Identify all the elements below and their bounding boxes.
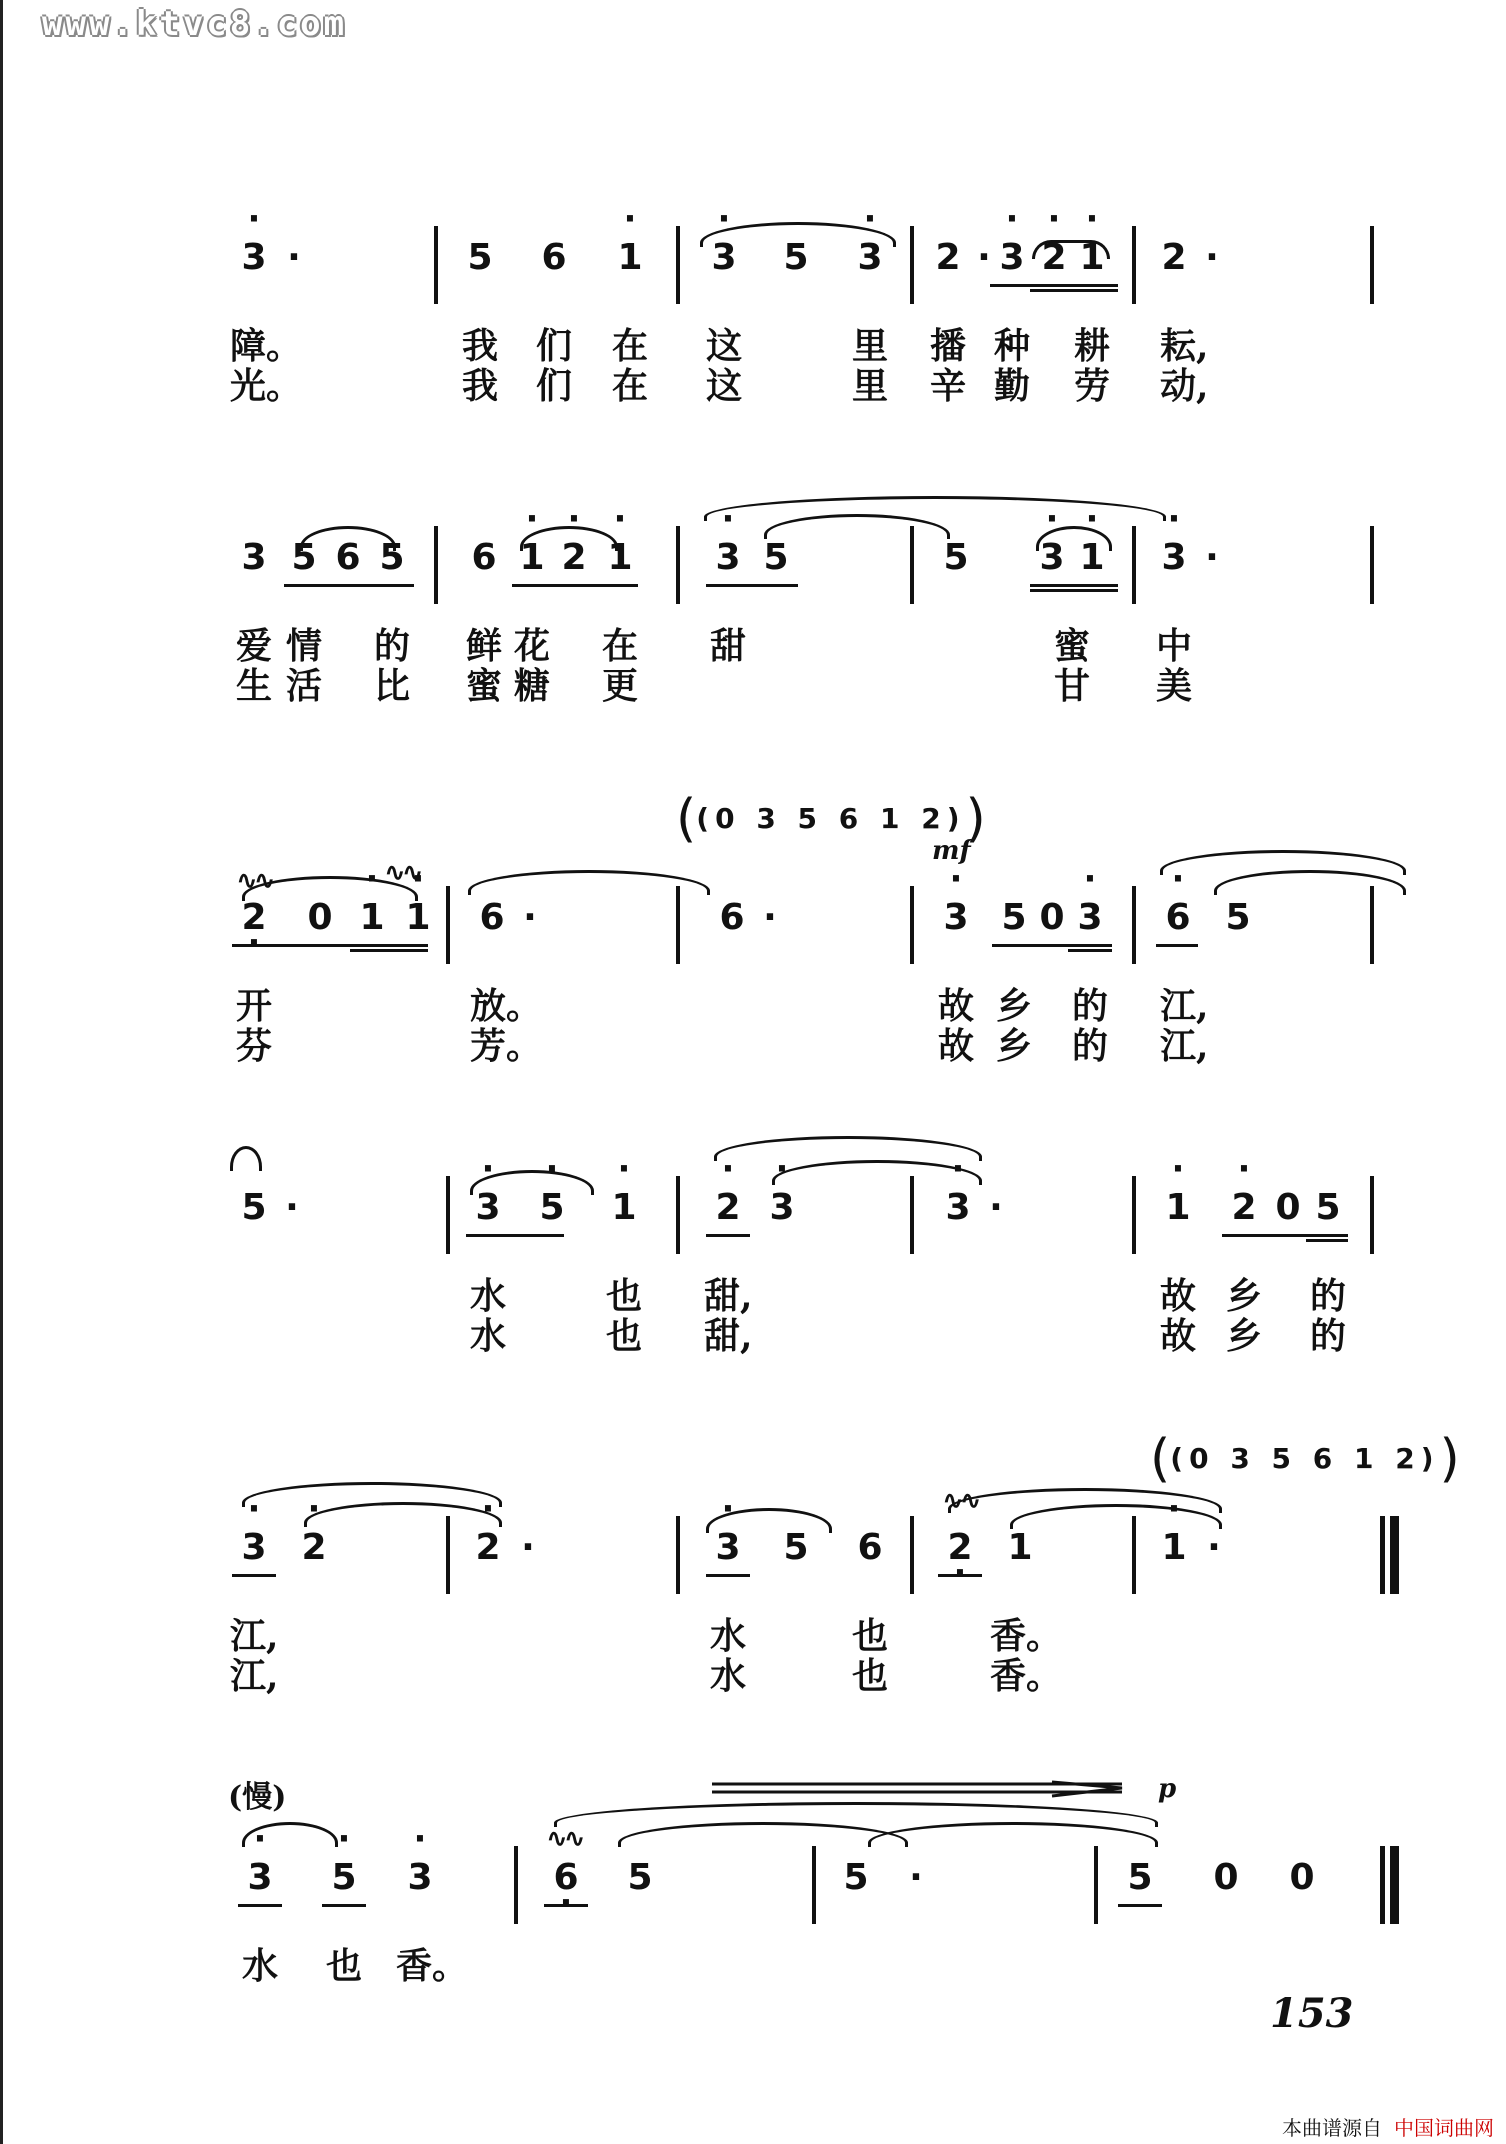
lyric: 水	[469, 1315, 506, 1357]
note: · 2	[464, 1528, 512, 1568]
barline	[1132, 886, 1136, 964]
lyric: 乡	[995, 1025, 1032, 1067]
lyric: 乡	[1225, 1315, 1262, 1357]
lyric: 的	[1071, 985, 1108, 1027]
note-dot: ·	[1207, 1527, 1221, 1568]
note-dot: ·	[523, 897, 537, 938]
lyric: 甜,	[704, 1315, 753, 1357]
dynamic-mf: mf	[932, 836, 971, 866]
lyric: 辛	[929, 365, 966, 407]
note: 0	[1275, 1187, 1301, 1228]
note: 5	[843, 1857, 869, 1898]
note-dot: ·	[521, 1527, 535, 1568]
page-edge	[0, 0, 3, 2144]
beam	[1068, 949, 1112, 952]
lyric: 的	[1309, 1315, 1346, 1357]
lyric: 香。	[990, 1655, 1063, 1697]
note: · 3	[704, 1528, 752, 1568]
barline	[1132, 526, 1136, 604]
barline	[446, 1516, 450, 1594]
note: · 3	[704, 538, 752, 578]
note: 5	[379, 537, 405, 578]
note: · 3	[230, 238, 278, 278]
barline	[434, 526, 438, 604]
note: 5	[763, 537, 789, 578]
beam	[706, 1234, 750, 1237]
note: 0	[1289, 1857, 1315, 1898]
lyric: 的	[373, 625, 410, 667]
note: 5	[627, 1857, 653, 1898]
note: · 3	[236, 1858, 284, 1898]
barline	[910, 526, 914, 604]
note: · 2	[290, 1528, 338, 1568]
lyric: 江,	[1160, 1025, 1209, 1067]
score-system-1	[220, 226, 1400, 466]
note: 5	[241, 1187, 267, 1228]
beam	[466, 1234, 564, 1237]
lyric: 放。	[470, 985, 543, 1027]
lyric: 的	[1071, 1025, 1108, 1067]
beam	[1030, 289, 1118, 292]
slur	[230, 1146, 262, 1171]
barline	[1370, 886, 1374, 964]
lyric: 江,	[230, 1655, 279, 1697]
note: · 1	[1068, 238, 1116, 278]
lyric: 障。	[230, 325, 303, 367]
barline	[676, 886, 680, 964]
note: 2 ·	[230, 898, 278, 938]
note: · 3	[846, 238, 894, 278]
source-label: 本曲谱源自	[1282, 2116, 1382, 2140]
lyric: 甘	[1053, 665, 1090, 707]
barline	[1094, 1846, 1098, 1924]
barline	[1132, 226, 1136, 304]
note-dot: ·	[763, 897, 777, 938]
note: 1	[1007, 1527, 1033, 1568]
beam	[322, 1904, 366, 1907]
lyric: 光。	[230, 365, 303, 407]
lyric: 这	[705, 325, 742, 367]
score-system-4	[220, 1176, 1400, 1416]
lyric: 播	[929, 325, 966, 367]
note: 0	[1039, 897, 1065, 938]
note: 2	[1161, 237, 1187, 278]
note: · 3	[464, 1188, 512, 1228]
note: 6	[541, 237, 567, 278]
beam	[706, 1574, 750, 1577]
lyric: 劳	[1073, 365, 1110, 407]
lyric: 鲜	[465, 625, 502, 667]
lyric: 这	[705, 365, 742, 407]
beam	[1030, 584, 1118, 587]
beam	[512, 584, 638, 587]
interlude-notes: (0 3 5 6 1 2)	[1170, 1442, 1440, 1475]
note: · 5	[528, 1188, 576, 1228]
lyric: 更	[601, 665, 638, 707]
note: 5	[291, 537, 317, 578]
barline	[676, 226, 680, 304]
barline	[1132, 1176, 1136, 1254]
barline	[1370, 1176, 1374, 1254]
lyric: 故	[937, 985, 974, 1027]
lyric: 芬	[235, 1025, 272, 1067]
beam	[544, 1904, 588, 1907]
note-dot: ·	[977, 237, 991, 278]
note: · 1	[348, 898, 396, 938]
note: 5	[1315, 1187, 1341, 1228]
note: · 3	[758, 1188, 806, 1228]
beam	[284, 584, 414, 587]
lyric: 香。	[990, 1615, 1063, 1657]
note: 5	[1225, 897, 1251, 938]
note: 5	[1001, 897, 1027, 938]
lyric: 种	[993, 325, 1030, 367]
note: · 3	[1066, 898, 1114, 938]
lyric: 故	[937, 1025, 974, 1067]
beam	[238, 1904, 282, 1907]
barline	[434, 226, 438, 304]
note: · 3	[230, 1528, 278, 1568]
note: 6	[857, 1527, 883, 1568]
note: 5	[943, 537, 969, 578]
lyric: 我	[461, 325, 498, 367]
lyric: 在	[611, 365, 648, 407]
crescendo-hairpin	[712, 1774, 1132, 1804]
note: 5	[783, 1527, 809, 1568]
lyric: 水	[241, 1945, 278, 1987]
barline	[910, 1176, 914, 1254]
note: · 6	[1154, 898, 1202, 938]
note: · 2	[1220, 1188, 1268, 1228]
repeat-barline	[1380, 1516, 1385, 1594]
lyric: 水	[709, 1615, 746, 1657]
barline	[812, 1846, 816, 1924]
lyric: 勤	[993, 365, 1030, 407]
barline	[676, 526, 680, 604]
lyric: 也	[851, 1615, 888, 1657]
lyric: 开	[235, 985, 272, 1027]
note: 0	[1213, 1857, 1239, 1898]
page-number: 153	[1270, 1990, 1354, 2037]
interlude-notes: (0 3 5 6 1 2)	[696, 802, 966, 835]
site-link[interactable]: 中国词曲网	[1394, 2116, 1494, 2140]
barline	[446, 886, 450, 964]
mordent-icon: ∿∿	[384, 858, 420, 888]
lyric: 蜜	[1053, 625, 1090, 667]
note-dot: ·	[989, 1187, 1003, 1228]
lyric: 江,	[230, 1615, 279, 1657]
barline	[446, 1176, 450, 1254]
barline	[514, 1846, 518, 1924]
beam	[990, 284, 1118, 287]
lyric: 里	[851, 365, 888, 407]
note: · 2	[704, 1188, 752, 1228]
mordent-icon: ∿∿	[236, 866, 272, 896]
note: · 1	[394, 898, 442, 938]
interlude-bracket: ((0 3 5 6 1 2))	[676, 789, 986, 849]
beam	[350, 949, 428, 952]
beam	[232, 1574, 276, 1577]
lyric: 的	[1309, 1275, 1346, 1317]
lyric: 甜,	[704, 1275, 753, 1317]
lyric: 爱	[235, 625, 272, 667]
lyric: 也	[851, 1655, 888, 1697]
lyric: 我	[461, 365, 498, 407]
lyric: 故	[1159, 1275, 1196, 1317]
beam	[1306, 1239, 1348, 1242]
beam	[1118, 1904, 1162, 1907]
lyric: 动,	[1160, 365, 1209, 407]
beam	[232, 944, 428, 947]
lyric: 糖	[513, 665, 550, 707]
lyric: 芳。	[470, 1025, 543, 1067]
lyric: 乡	[1225, 1275, 1262, 1317]
note: 5	[783, 237, 809, 278]
barline	[1370, 226, 1374, 304]
slur	[468, 870, 710, 895]
lyric: 乡	[995, 985, 1032, 1027]
note: 6	[479, 897, 505, 938]
lyric: 活	[285, 665, 322, 707]
note: · 1	[600, 1188, 648, 1228]
note: · 2	[550, 538, 598, 578]
note: 5	[1127, 1857, 1153, 1898]
note: · 3	[396, 1858, 444, 1898]
mordent-icon: ∿∿	[942, 1486, 978, 1516]
note: · 1	[606, 238, 654, 278]
lyric: 也	[605, 1315, 642, 1357]
note-dot: ·	[909, 1857, 923, 1898]
note: · 1	[508, 538, 556, 578]
beam	[992, 944, 1112, 947]
note: · 5	[320, 1858, 368, 1898]
lyric: 中	[1155, 625, 1192, 667]
note: · 3	[932, 898, 980, 938]
note: 3	[241, 537, 267, 578]
lyric: 也	[325, 1945, 362, 1987]
note: 5	[467, 237, 493, 278]
note-dot: ·	[1205, 237, 1219, 278]
score-system-6	[220, 1824, 1400, 2086]
lyric: 花	[513, 625, 550, 667]
lyric: 美	[1155, 665, 1192, 707]
final-barline	[1380, 1846, 1385, 1924]
beam	[706, 584, 798, 587]
lyric: 里	[851, 325, 888, 367]
note: 6	[471, 537, 497, 578]
beam	[1030, 589, 1118, 592]
watermark: www.ktvc8.com	[42, 4, 348, 44]
note: 2 ·	[936, 1528, 984, 1568]
barline	[910, 1516, 914, 1594]
note: · 2	[1030, 238, 1078, 278]
note: · 3	[988, 238, 1036, 278]
note-dot: ·	[287, 237, 301, 278]
note: · 1	[596, 538, 644, 578]
note: 0	[307, 897, 333, 938]
lyric: 也	[605, 1275, 642, 1317]
source-footer	[1282, 2112, 1494, 2141]
lyric: 水	[469, 1275, 506, 1317]
note: · 1	[1068, 538, 1116, 578]
lyric: 在	[611, 325, 648, 367]
barline	[676, 1516, 680, 1594]
note: · 1	[1154, 1188, 1202, 1228]
lyric: 水	[709, 1655, 746, 1697]
beam	[1222, 1234, 1348, 1237]
note-dot: ·	[285, 1187, 299, 1228]
lyric: 生	[235, 665, 272, 707]
note: · 3	[700, 238, 748, 278]
interlude-bracket: ((0 3 5 6 1 2))	[1150, 1429, 1460, 1489]
beam	[1156, 944, 1198, 947]
note-dot: ·	[1205, 537, 1219, 578]
lyric: 江,	[1160, 985, 1209, 1027]
note: · 3	[1150, 538, 1198, 578]
score-system-3	[220, 858, 1400, 1126]
note: 6 ·	[542, 1858, 590, 1898]
lyric: 在	[601, 625, 638, 667]
lyric: 故	[1159, 1315, 1196, 1357]
dynamic-p: p	[1158, 1774, 1177, 1804]
tempo-marking: (慢)	[228, 1780, 287, 1815]
barline	[1132, 1516, 1136, 1594]
lyric: 情	[285, 625, 322, 667]
lyric: 比	[373, 665, 410, 707]
barline	[910, 886, 914, 964]
lyric: 甜	[709, 625, 746, 667]
lyric: 耕	[1073, 325, 1110, 367]
mordent-icon: ∿∿	[546, 1824, 582, 1854]
beam	[938, 1574, 982, 1577]
barline	[910, 226, 914, 304]
note: · 3	[1028, 538, 1076, 578]
note: 6	[335, 537, 361, 578]
lyric: 香。	[396, 1945, 469, 1987]
score-system-2	[220, 526, 1400, 766]
note: 6	[719, 897, 745, 938]
lyric: 们	[535, 365, 572, 407]
barline	[1370, 526, 1374, 604]
barline	[676, 1176, 680, 1254]
note: · 1	[1150, 1528, 1198, 1568]
score-system-5	[220, 1486, 1400, 1756]
note: · 3	[934, 1188, 982, 1228]
note: 2	[935, 237, 961, 278]
lyric: 们	[535, 325, 572, 367]
lyric: 耘,	[1160, 325, 1209, 367]
lyric: 蜜	[465, 665, 502, 707]
